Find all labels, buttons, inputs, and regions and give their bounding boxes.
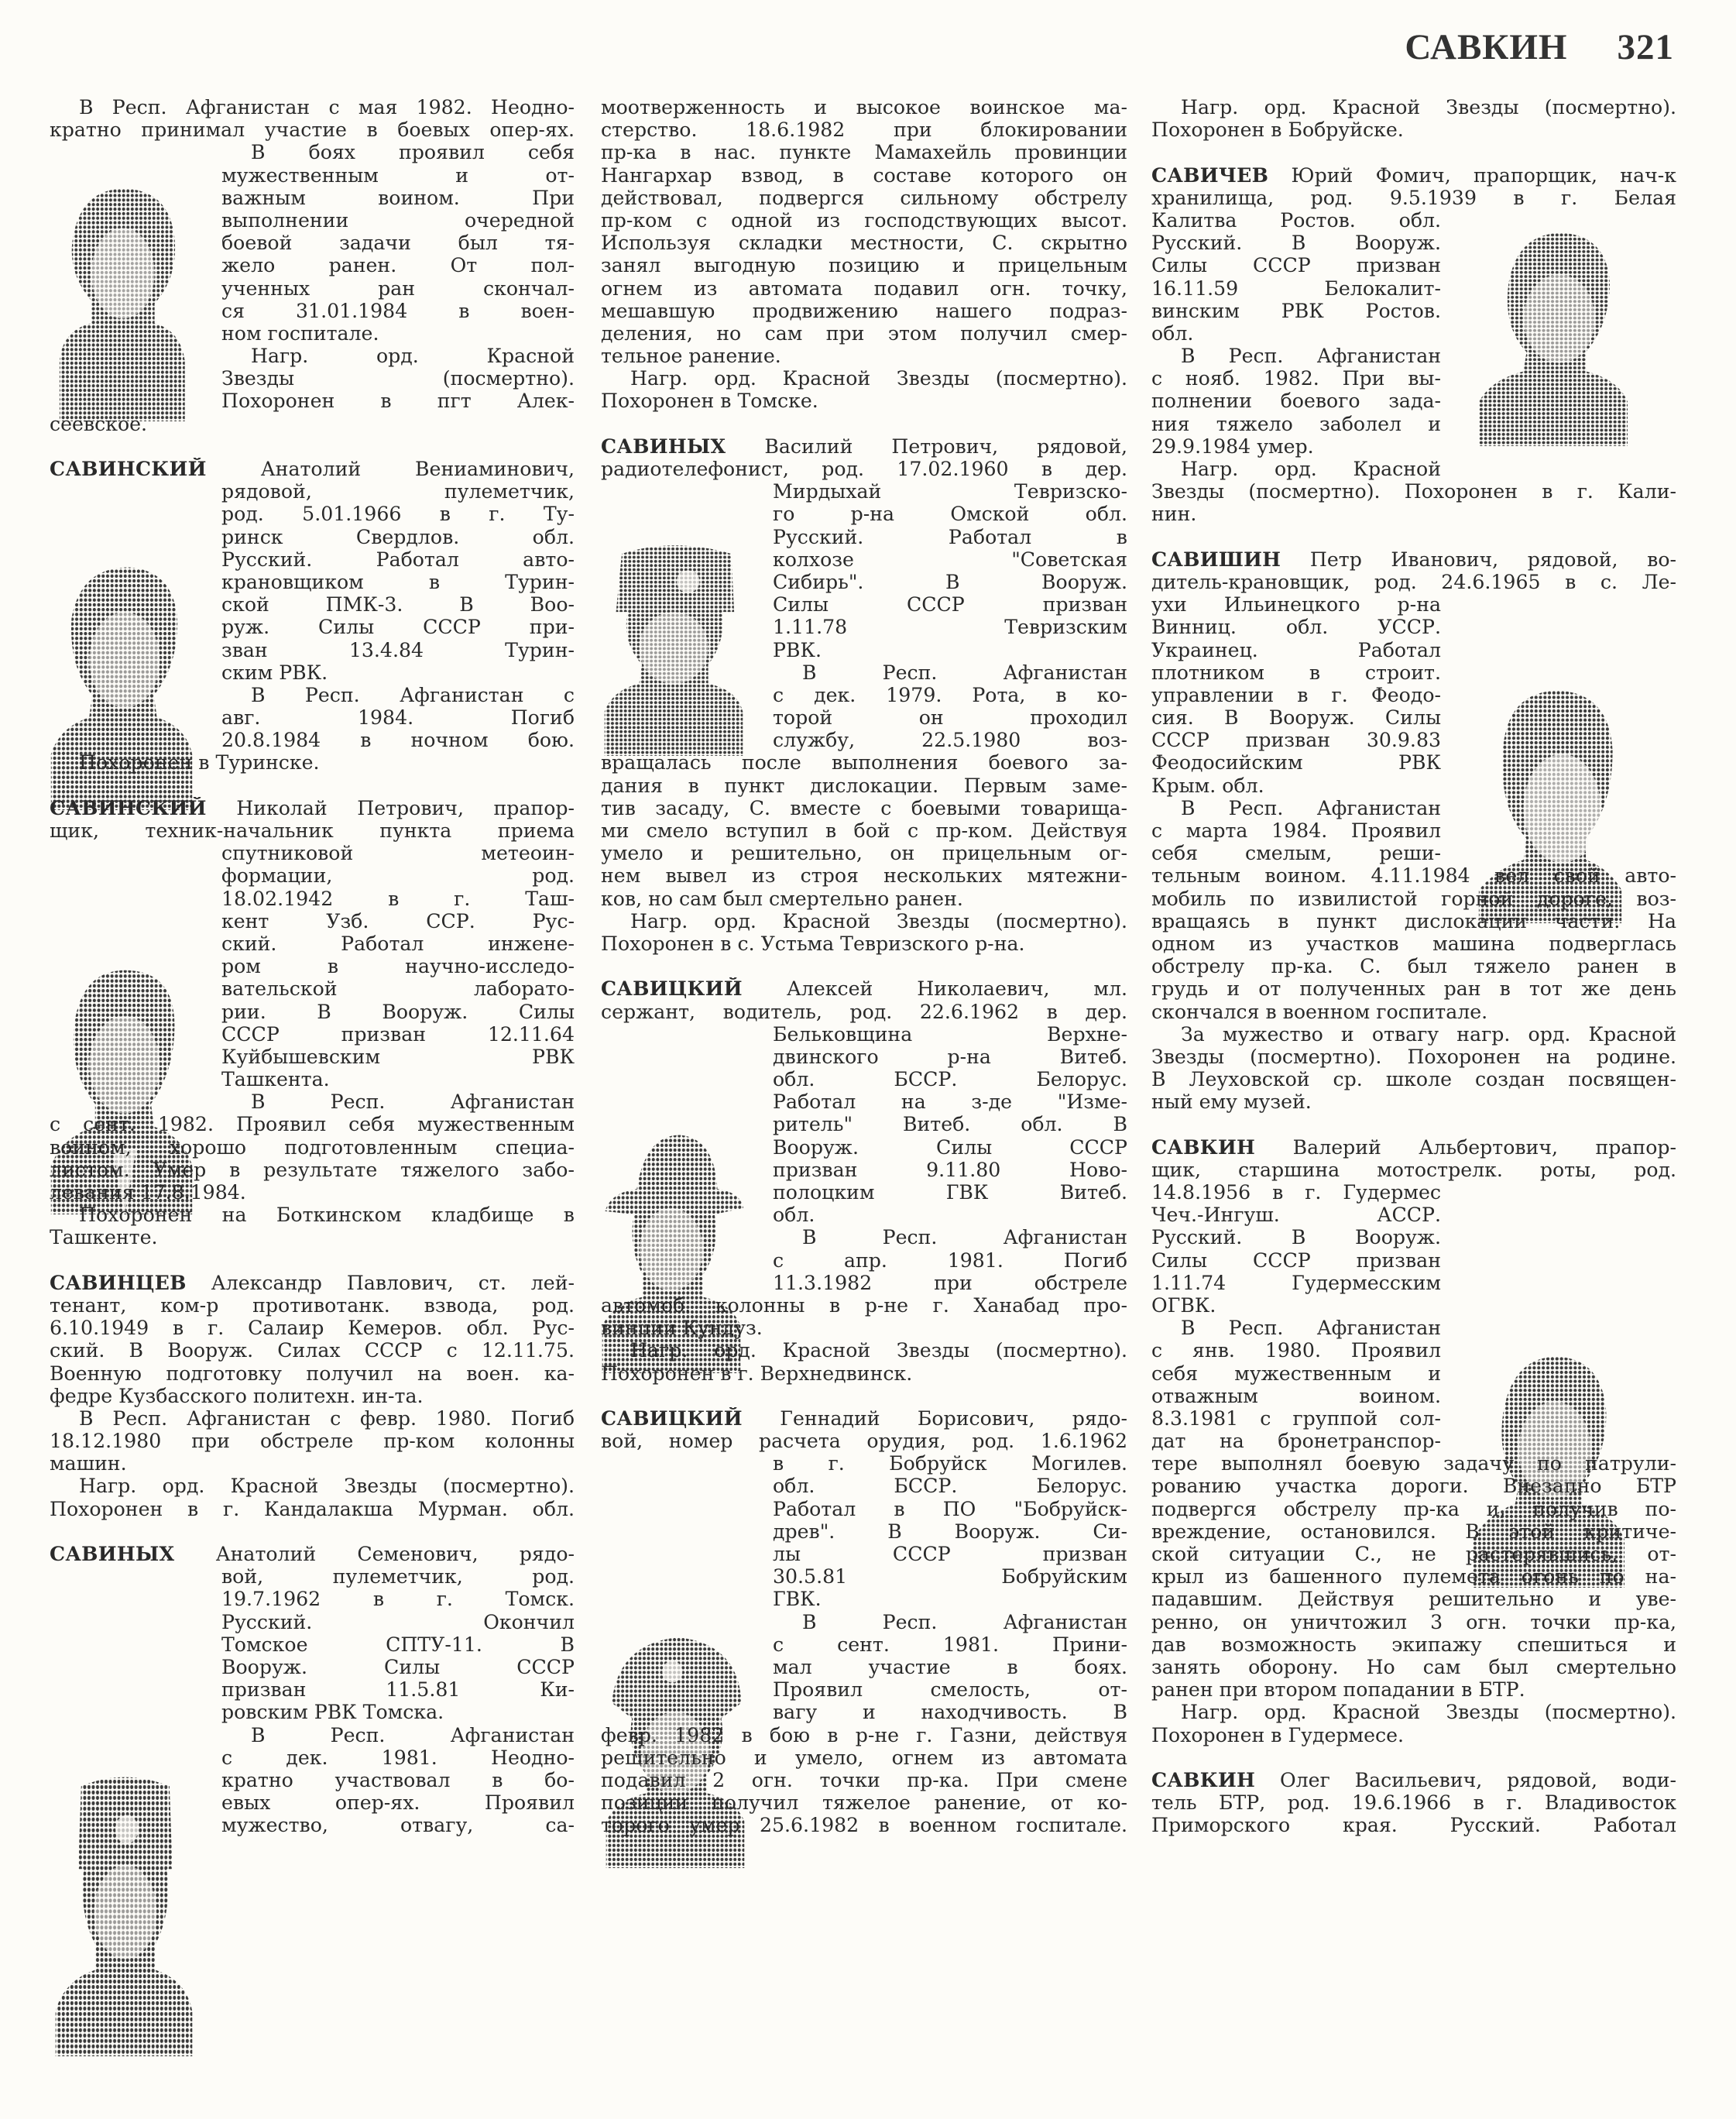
text-line: пр-ком с одной из господствующих высот.	[601, 208, 1127, 232]
text-line: Приморского края. Русский. Работал	[1151, 1814, 1676, 1837]
text-line: Феодосийским РВК	[1151, 751, 1441, 774]
entry-heading	[1151, 164, 1676, 187]
text-line: го р-на Омской обл.	[773, 503, 1127, 526]
text-line: с дек. 1981. Неодно-	[221, 1746, 575, 1769]
text-line: В Респ. Афганистан	[802, 1226, 1127, 1249]
text-line: 16.11.59 Белокалит-	[1151, 276, 1441, 300]
text-line: подавил 2 огн. точки пр-ка. При смене	[601, 1768, 1127, 1791]
text-line: управлении в г. Феодо-	[1151, 683, 1441, 706]
column-2	[601, 96, 1127, 1836]
text-line: Похоронен в Бобруйске.	[1151, 118, 1404, 142]
text-line: Звезды (посмертно). Похоронен на родине.	[1151, 1045, 1676, 1068]
text-line: тельным воином. 4.11.1984 вел свой авто-	[1151, 864, 1676, 888]
text-line: левания 17.8.1984.	[50, 1181, 246, 1204]
text-line: обл. БССР. Белорус.	[773, 1068, 1127, 1091]
text-line: падавшим. Действуя решительно и уве-	[1151, 1588, 1676, 1611]
text-line: решительно и умело, огнем из автомата	[601, 1746, 1127, 1769]
text-line: щик, техник-начальник пункта приема	[50, 819, 575, 842]
text-line: лы СССР призван	[773, 1543, 1127, 1565]
text-line: Звезды (посмертно).	[221, 367, 575, 390]
text-line: тив засаду, С. вместе с боевыми товарища-	[601, 796, 1127, 819]
text-line: евых опер-ях. Проявил	[221, 1791, 575, 1815]
text-line: с сент. 1981. Прини-	[773, 1633, 1127, 1656]
text-line: мал участие в боях.	[773, 1655, 1127, 1678]
text-line: торого умер 25.6.1982 в военном госпитале.	[601, 1814, 1127, 1837]
text-line: ГВК.	[773, 1588, 822, 1611]
text-line: призван 11.5.81 Ки-	[221, 1678, 575, 1702]
entry-heading	[50, 1543, 575, 1565]
text-line: Мирдыхай Тевризско-	[773, 480, 1127, 503]
text-line: В Респ. Афганистан	[1181, 796, 1441, 819]
text-line: Чеч.-Ингуш. АССР.	[1151, 1204, 1441, 1227]
text-line: обстрелу пр-ка. С. был тяжело ранен в	[1151, 955, 1676, 978]
text-line: ровским РВК Томска.	[221, 1701, 444, 1724]
text-line: действовал, подвергся сильному обстрелу	[601, 186, 1127, 209]
entry-name: Николай Петрович, прапор-	[206, 796, 575, 819]
text-line: моотверженность и высокое воинское ма-	[601, 96, 1127, 118]
text-line: Силы СССР призван	[1151, 1248, 1441, 1272]
text-line: с сент. 1982. Проявил себя мужественным	[50, 1113, 575, 1136]
entry-surname: САВИНСКИЙ	[50, 796, 207, 819]
text-line: ским РВК.	[221, 661, 328, 684]
text-line: авг. 1984. Погиб	[221, 706, 575, 730]
text-line: жело ранен. От пол-	[221, 254, 575, 277]
text-line: ученных ран скончал-	[221, 276, 575, 300]
text-line: ми смело вступил в бой с пр-ком. Действуя	[601, 819, 1127, 842]
entry-heading	[601, 435, 1127, 458]
running-header	[1405, 26, 1674, 73]
text-line: В Респ. Афганистан	[251, 1090, 575, 1114]
text-line: мужественным и от-	[221, 163, 575, 187]
text-line: Русский. Работал авто-	[221, 548, 575, 571]
text-line: Нагр. орд. Красной Звезды (посмертно).	[1181, 1701, 1676, 1724]
running-title: САВКИН	[1405, 27, 1568, 67]
text-line: винским РВК Ростов.	[1151, 299, 1441, 322]
text-line: 6.10.1949 в г. Салаир Кемеров. обл. Рус-	[50, 1317, 575, 1340]
text-line: занял выгодную позицию и прицельным	[601, 254, 1127, 277]
entry-name: Олег Васильевич, рядовой, води-	[1255, 1768, 1676, 1791]
text-line: тель БТР, род. 19.6.1966 в г. Владивосток	[1151, 1791, 1676, 1815]
text-line: В Респ. Афганистан	[802, 1610, 1127, 1633]
text-line: род. 5.01.1966 в г. Ту-	[221, 503, 575, 526]
text-line: ном госпитале.	[221, 321, 379, 345]
text-line: Винниц. обл. УССР.	[1151, 616, 1441, 639]
text-line: дания в пункт дислокации. Первым заме-	[601, 774, 1127, 797]
text-line: вреждение, остановился. В этой критиче-	[1151, 1520, 1676, 1543]
entry-name: Александр Павлович, ст. лей-	[186, 1271, 575, 1294]
text-line: древ". В Вооруж. Си-	[773, 1520, 1127, 1543]
text-line: 18.02.1942 в г. Таш-	[221, 887, 575, 910]
text-line: Нагр. орд. Красной	[251, 345, 575, 368]
text-line: нем вывел из строя нескольких мятежни-	[601, 864, 1127, 888]
text-line: Русский. Работал в	[773, 525, 1127, 548]
text-line: 1.11.74 Гудермесским	[1151, 1271, 1441, 1294]
text-line: 18.12.1980 при обстреле пр-ком колонны	[50, 1430, 575, 1453]
entry-heading	[1151, 1136, 1676, 1159]
text-line: В Респ. Афганистан	[1181, 1317, 1441, 1340]
text-line: ринск Свердлов. обл.	[221, 525, 575, 548]
entry-heading	[1151, 1769, 1676, 1791]
entry-name: Петр Иванович, рядовой, во-	[1281, 548, 1676, 571]
text-line: Похоронен в г. Кандалакша Мурман. обл.	[50, 1497, 575, 1520]
text-line: вой, номер расчета орудия, род. 1.6.1962	[601, 1430, 1127, 1453]
text-line: Нагр. орд. Красной Звезды (посмертно).	[1181, 96, 1676, 118]
text-line: Нагр. орд. Красной Звезды (посмертно).	[79, 1475, 575, 1498]
text-line: В Респ. Афганистан с февр. 1980. Погиб	[79, 1406, 575, 1430]
entry-name: Анатолий Вениаминович,	[206, 458, 575, 480]
text-line: Вооруж. Силы СССР	[221, 1655, 575, 1678]
text-line: с дек. 1979. Рота, в ко-	[773, 683, 1127, 706]
text-line: Работал в ПО "Бобруйск-	[773, 1497, 1127, 1520]
text-line: ской ситуации С., не растерявшись, от-	[1151, 1543, 1676, 1565]
text-line: Похоронен в Томске.	[601, 390, 818, 413]
text-line: с апр. 1981. Погиб	[773, 1248, 1127, 1272]
text-line: важным воином. При	[221, 186, 575, 209]
text-line: Звезды (посмертно). Похоронен в г. Кали-	[1151, 480, 1676, 503]
text-line: стерство. 18.6.1982 при блокировании	[601, 118, 1127, 142]
entry-heading	[50, 458, 575, 480]
text-line: двинского р-на Витеб.	[773, 1045, 1127, 1068]
text-line: обл.	[773, 1204, 815, 1227]
text-line: занять оборону. Но сам был смертельно	[1151, 1655, 1676, 1678]
text-line: мешавшую продвижению нашего подраз-	[601, 299, 1127, 322]
text-line: крановщиком в Турин-	[221, 570, 575, 593]
entry-name: Василий Петрович, рядовой,	[726, 434, 1127, 458]
text-line: вой, пулеметчик, род.	[221, 1565, 575, 1588]
text-line: рии. В Вооруж. Силы	[221, 1000, 575, 1023]
text-line: ритель" Витеб. обл. В	[773, 1113, 1127, 1136]
text-line: Нангархар взвод, в составе которого он	[601, 163, 1127, 187]
text-line: умело и решительно, он прицельным ог-	[601, 842, 1127, 865]
text-line: 14.8.1956 в г. Гудермес	[1151, 1181, 1441, 1204]
text-line: ОГВК.	[1151, 1293, 1216, 1317]
text-line: Военную подготовку получил на воен. ка-	[50, 1362, 575, 1385]
text-line: листом. Умер в результате тяжелого забо-	[50, 1158, 575, 1181]
text-line: вращалась после выполнения боевого за-	[601, 751, 1127, 774]
text-line: щик, старшина мотострелк. роты, род.	[1151, 1158, 1676, 1181]
entry-surname: САВИЦКИЙ	[601, 1406, 743, 1430]
text-line: Похоронен на Боткинском кладбище в	[79, 1204, 575, 1227]
page-number: 321	[1617, 27, 1674, 67]
entry-heading	[601, 977, 1127, 1000]
text-line: 20.8.1984 в ночном бою.	[221, 729, 575, 752]
text-line: боевой задачи был тя-	[221, 232, 575, 255]
text-line: вращаясь в пункт дислокации части. На	[1151, 909, 1676, 932]
entry-heading	[50, 1272, 575, 1294]
column-1	[50, 96, 575, 1836]
text-line: Используя складки местности, С. скрытно	[601, 232, 1127, 255]
text-line: руж. Силы СССР при-	[221, 616, 575, 639]
text-line: сержант, водитель, род. 22.6.1962 в дер.	[601, 1000, 1127, 1023]
text-line: Вооруж. Силы СССР	[773, 1135, 1127, 1159]
text-line: Нагр. орд. Красной Звезды (посмертно).	[630, 1339, 1127, 1362]
entry-name: Анатолий Семенович, рядо-	[174, 1543, 575, 1565]
text-line: ния тяжело заболел и	[1151, 412, 1441, 435]
text-line: кратно участвовал в бо-	[221, 1768, 575, 1791]
text-line: полнении боевого зада-	[1151, 390, 1441, 413]
text-line: Калитва Ростов. обл.	[1151, 208, 1441, 232]
text-line: Украинец. Работал	[1151, 638, 1441, 661]
entry-surname: САВИЦКИЙ	[601, 977, 743, 1001]
text-line: грудь и от полученных ран в тот же день	[1151, 977, 1676, 1001]
text-line: тельное ранение.	[601, 345, 781, 368]
text-line: В Респ. Афганистан	[1181, 345, 1441, 368]
text-line: В Респ. Афганистан	[251, 1723, 575, 1746]
text-line: сеевское.	[50, 412, 148, 435]
text-line: торой он проходил	[773, 706, 1127, 730]
text-line: За мужество и отвагу нагр. орд. Красной	[1181, 1022, 1676, 1046]
text-line: Нагр. орд. Красной Звезды (посмертно).	[630, 909, 1127, 932]
entry-heading	[1151, 548, 1676, 571]
text-line: плотником в строит.	[1151, 661, 1441, 684]
text-line: деления, но сам при этом получил смер-	[601, 321, 1127, 345]
text-line: Силы СССР призван	[773, 593, 1127, 616]
text-line: Силы СССР призван	[1151, 254, 1441, 277]
text-line: ской ПМК-3. В Воо-	[221, 593, 575, 616]
entry-surname: САВКИН	[1151, 1768, 1256, 1791]
text-line: сия. В Вооруж. Силы	[1151, 706, 1441, 730]
text-line: 19.7.1962 в г. Томск.	[221, 1588, 575, 1611]
text-line: дат на бронетранспор-	[1151, 1430, 1441, 1453]
entry-surname: САВИНСКИЙ	[50, 458, 207, 480]
entry-surname: САВИНЫХ	[601, 434, 726, 458]
entry-surname: САВКИН	[1151, 1135, 1256, 1159]
text-line: вательской лаборато-	[221, 977, 575, 1001]
text-line: радиотелефонист, род. 17.02.1960 в дер.	[601, 458, 1127, 480]
text-line: Русский. В Вооруж.	[1151, 232, 1441, 255]
text-line: призван 9.11.80 Ново-	[773, 1158, 1127, 1181]
text-line: ренно, он уничтожил 3 огн. точки пр-ка,	[1151, 1610, 1676, 1633]
text-line: Куйбышевским РВК	[221, 1045, 575, 1068]
text-line: Похоронен в Туринске.	[79, 751, 320, 774]
text-line: вагу и находчивость. В	[773, 1701, 1127, 1724]
text-line: нин.	[1151, 503, 1197, 526]
entry-heading	[50, 797, 575, 819]
text-line: тере выполнял боевую задачу по патрули-	[1151, 1452, 1676, 1475]
text-line: себя мужественным и	[1151, 1362, 1441, 1385]
entry-name: Алексей Николаевич, мл.	[742, 977, 1127, 1001]
entry-name: Валерий Альбертович, прапор-	[1255, 1135, 1676, 1159]
text-line: мужество, отвагу, са-	[221, 1814, 575, 1837]
text-line: СССР призван 12.11.64	[221, 1022, 575, 1046]
text-line: 8.3.1981 с группой сол-	[1151, 1406, 1441, 1430]
text-line: Проявил смелость, от-	[773, 1678, 1127, 1702]
text-line: скончался в военном госпитале.	[1151, 1000, 1488, 1023]
text-line: позиции получил тяжелое ранение, от ко-	[601, 1791, 1127, 1815]
text-line: В Респ. Афганистан с	[251, 683, 575, 706]
text-line: с янв. 1980. Проявил	[1151, 1339, 1441, 1362]
text-line: рованию участка дороги. Внезапно БТР	[1151, 1475, 1676, 1498]
text-line: воином, хорошо подготовленным специа-	[50, 1135, 575, 1159]
text-line: пр-ка в нас. пункте Мамахейль провинции	[601, 141, 1127, 164]
text-line: СССР призван 30.9.83	[1151, 729, 1441, 752]
text-line: кент Узб. ССР. Рус-	[221, 909, 575, 932]
text-line: обл.	[1151, 321, 1194, 345]
text-line: с марта 1984. Проявил	[1151, 819, 1441, 842]
column-3	[1151, 96, 1676, 1836]
text-line: спутниковой метеоин-	[221, 842, 575, 865]
text-line: В Респ. Афганистан с мая 1982. Неодно-	[79, 96, 575, 118]
text-line: крыл из башенного пулемета огонь по на-	[1151, 1565, 1676, 1588]
text-line: Русский. В Вооруж.	[1151, 1226, 1441, 1249]
text-line: колхозе "Советская	[773, 548, 1127, 571]
text-line: в г. Бобруйск Могилев.	[773, 1452, 1127, 1475]
text-line: Ташкенте.	[50, 1226, 158, 1249]
text-line: Похоронен в пгт Алек-	[221, 390, 575, 413]
entry-name: Геннадий Борисович, рядо-	[742, 1406, 1127, 1430]
text-line: выполнении очередной	[221, 208, 575, 232]
text-line: ранен при втором попадании в БТР.	[1151, 1678, 1525, 1702]
text-line: ся 31.01.1984 в воен-	[221, 299, 575, 322]
text-line: ков, но сам был смертельно ранен.	[601, 887, 963, 910]
text-line: рядовой, пулеметчик,	[221, 480, 575, 503]
text-line: Похоронен в Гудермесе.	[1151, 1723, 1405, 1746]
text-line: винции Кундуз.	[601, 1317, 763, 1340]
text-line: Нагр. орд. Красной Звезды (посмертно).	[630, 367, 1127, 390]
text-line: отважным воином.	[1151, 1384, 1441, 1407]
text-line: 29.9.1984 умер.	[1151, 434, 1314, 458]
text-line: машин.	[50, 1452, 127, 1475]
text-line: полоцким ГВК Витеб.	[773, 1181, 1127, 1204]
text-line: федре Кузбасского политехн. ин-та.	[50, 1384, 424, 1407]
entry-surname: САВИЧЕВ	[1151, 163, 1269, 187]
entry-surname: САВИНЦЕВ	[50, 1271, 187, 1294]
text-line: 1.11.78 Тевризским	[773, 616, 1127, 639]
text-line: дитель-крановщик, род. 24.6.1965 в с. Ле-	[1151, 570, 1676, 593]
entry-heading	[601, 1407, 1127, 1430]
text-line: Ташкента.	[221, 1068, 330, 1091]
text-line: Похоронен в г. Верхнедвинск.	[601, 1362, 913, 1385]
text-line: службу, 22.5.1980 воз-	[773, 729, 1127, 752]
text-line: РВК.	[773, 638, 822, 661]
text-line: себя смелым, реши-	[1151, 842, 1441, 865]
text-line: 11.3.1982 при обстреле	[773, 1271, 1127, 1294]
text-line: хранилища, род. 9.5.1939 в г. Белая	[1151, 186, 1676, 209]
text-line: обл. БССР. Белорус.	[773, 1475, 1127, 1498]
text-line: дав возможность экипажу спешиться и	[1151, 1633, 1676, 1656]
entry-surname: САВИНЫХ	[50, 1543, 175, 1565]
text-line: ухи Ильинецкого р-на	[1151, 593, 1441, 616]
text-line: Нагр. орд. Красной	[1181, 458, 1441, 480]
text-line: автомоб. колонны в р-не г. Ханабад про-	[601, 1293, 1127, 1317]
text-line: Бельковщина Верхне-	[773, 1022, 1127, 1046]
text-line: ский. Работал инжене-	[221, 932, 575, 955]
text-line: с нояб. 1982. При вы-	[1151, 367, 1441, 390]
text-line: ский. В Вооруж. Силах СССР с 12.11.75.	[50, 1339, 575, 1362]
text-line: огнем из автомата подавил огн. точку,	[601, 276, 1127, 300]
text-line: Сибирь". В Вооруж.	[773, 570, 1127, 593]
text-line: ный ему музей.	[1151, 1090, 1312, 1114]
text-line: В Леуховской ср. школе создан посвящен-	[1151, 1068, 1676, 1091]
text-line: 30.5.81 Бобруйским	[773, 1565, 1127, 1588]
text-line: подвергся обстрелу пр-ка и, получив по-	[1151, 1497, 1676, 1520]
text-line: ром в научно-исследо-	[221, 955, 575, 978]
text-line: мобиль по извилистой горной дороге, воз-	[1151, 887, 1676, 910]
text-line: тенант, ком-р противотанк. взвода, род.	[50, 1293, 575, 1317]
text-line: зван 13.4.84 Турин-	[221, 638, 575, 661]
text-line: кратно принимал участие в боевых опер-ях.	[50, 118, 575, 142]
text-line: формации, род.	[221, 864, 575, 888]
text-line: одном из участков машина подверглась	[1151, 932, 1676, 955]
text-line: Похоронен в с. Устьма Тевризского р-на.	[601, 932, 1025, 955]
text-line: Томское СПТУ-11. В	[221, 1633, 575, 1656]
entry-surname: САВИШИН	[1151, 548, 1281, 571]
text-line: февр. 1982 в бою в р-не г. Газни, действуя	[601, 1723, 1127, 1746]
entry-name: Юрий Фомич, прапорщик, нач-к	[1268, 163, 1676, 187]
text-line: Крым. обл.	[1151, 774, 1264, 797]
text-line: Работал на з-де "Изме-	[773, 1090, 1127, 1114]
text-line: В боях проявил себя	[251, 141, 575, 164]
text-line: Русский. Окончил	[221, 1610, 575, 1633]
text-line: В Респ. Афганистан	[802, 661, 1127, 684]
